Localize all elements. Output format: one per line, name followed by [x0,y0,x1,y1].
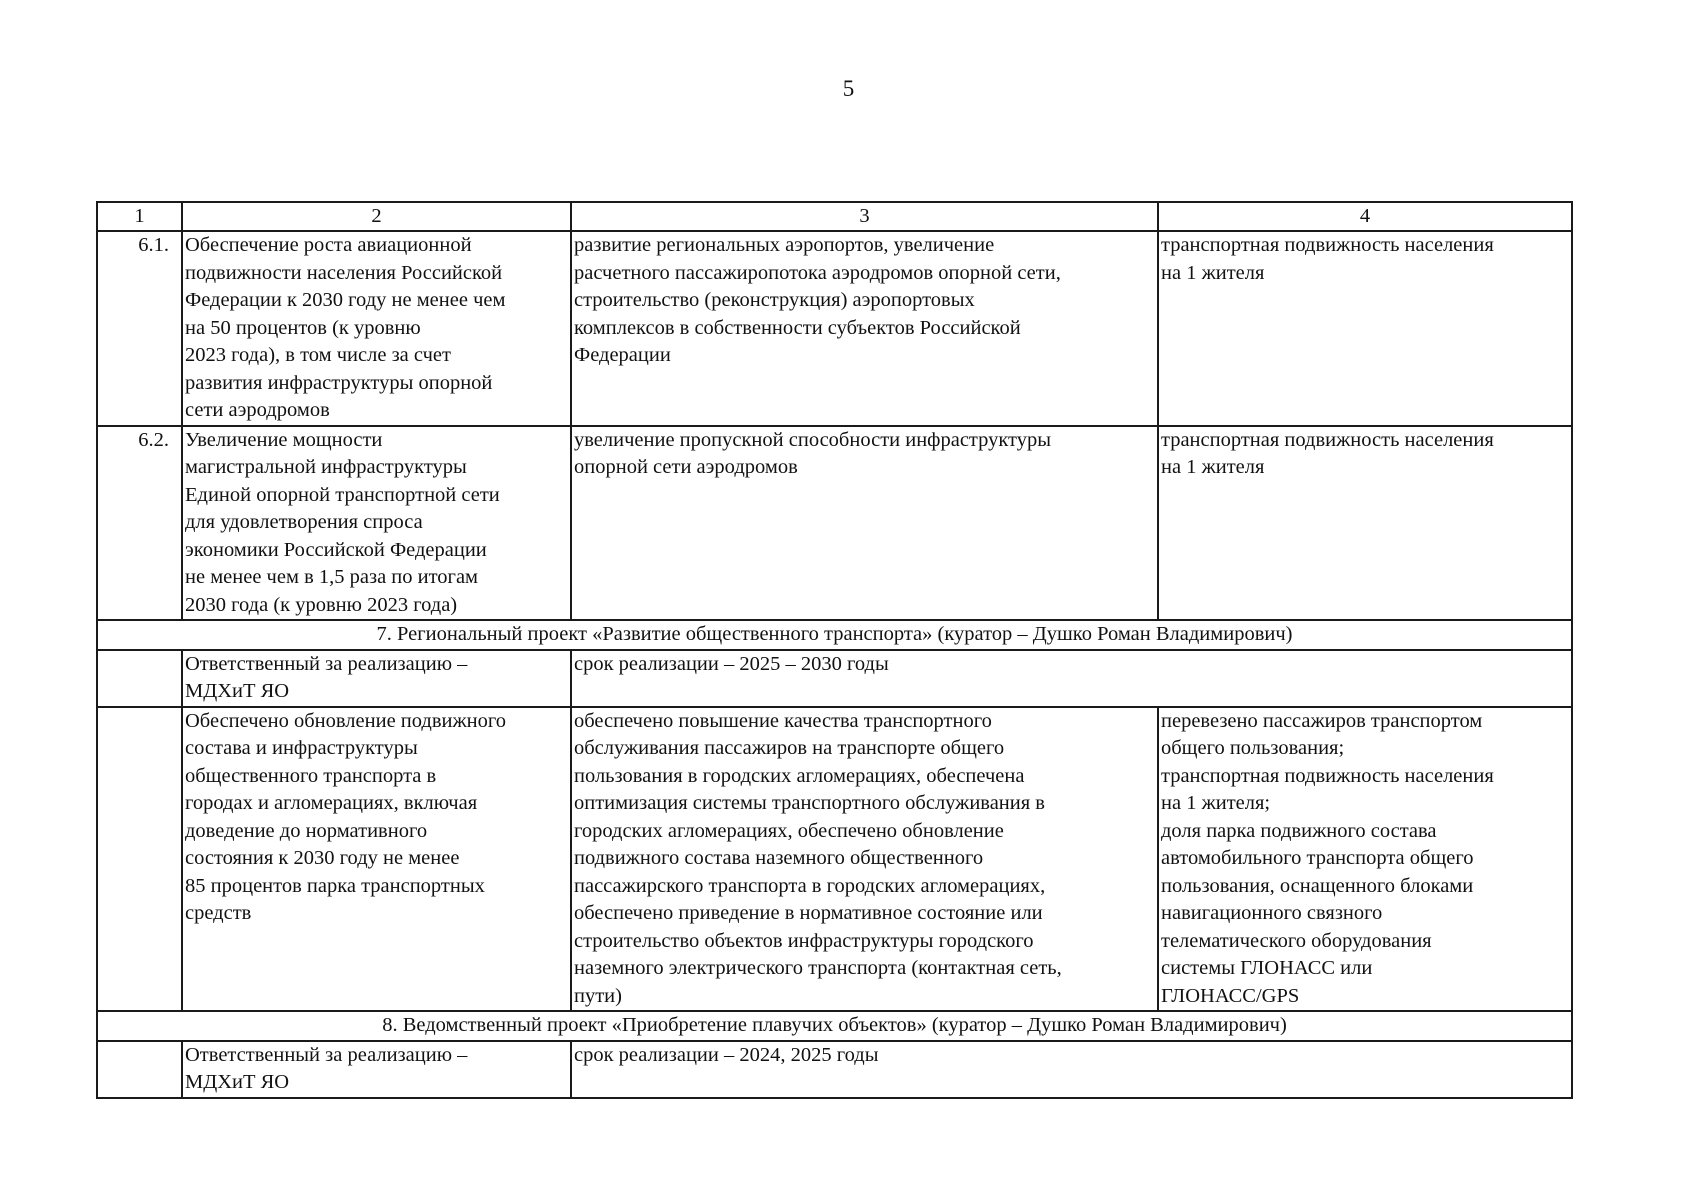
task-cell: Обеспечено обновление подвижного состава и инфраструктуры общественного транспорта в городах и агломерациях, включая доведение до нормативного состояния к 2030 году не менее 85 процентов парка транспортных средств [182,707,571,1012]
effects-cell: увеличение пропускной способности инфраструктуры опорной сети аэродромов [571,426,1158,621]
effects-cell: обеспечено повышение качества транспортного обслуживания пассажиров на транспорте общего пользования в городских агломерациях, обеспечена оптимизация системы транспортного обслуживания в городских агломерациях, обеспечено обновление подвижного состава наземного общественного пассажирского транспорта в городских агломерациях, обеспечено приведение в нормативное состояние или строительство объектов инфраструктуры городского наземного электрического транспорта (контактная сеть, пути) [571,707,1158,1012]
row-number: 6.1. [97,231,182,426]
section-title: 7. Региональный проект «Развитие общественного транспорта» (куратор – Душко Роман Владимирович) [97,620,1572,650]
empty-cell [97,1041,182,1098]
column-header-4: 4 [1158,202,1572,231]
responsible-cell: Ответственный за реализацию – МДХиТ ЯО [182,650,571,707]
program-table [96,201,1573,1099]
indicator-cell: перевезено пассажиров транспортом общего пользования; транспортная подвижность населения на 1 жителя; доля парка подвижного состава автомобильного транспорта общего пользования, оснащенного блоками навигационного связного телематического оборудования системы ГЛОНАСС или ГЛОНАСС/GPS [1158,707,1572,1012]
term-cell: срок реализации – 2024, 2025 годы [571,1041,1572,1098]
section-row [97,1011,1572,1041]
responsible-row [97,1041,1572,1098]
task-cell: Обеспечение роста авиационной подвижности населения Российской Федерации к 2030 году не менее чем на 50 процентов (к уровню 2023 года), в том числе за счет развития инфраструктуры опорной сети аэродромов [182,231,571,426]
page-number: 5 [842,76,855,101]
term-cell: срок реализации – 2025 – 2030 годы [571,650,1572,707]
row-number: 6.2. [97,426,182,621]
column-header-3: 3 [571,202,1158,231]
effects-cell: развитие региональных аэропортов, увеличение расчетного пассажиропотока аэродромов опорной сети, строительство (реконструкция) аэропортовых комплексов в собственности субъектов Российской Федерации [571,231,1158,426]
responsible-cell: Ответственный за реализацию – МДХиТ ЯО [182,1041,571,1098]
table-header-row [97,202,1572,231]
task-cell: Увеличение мощности магистральной инфраструктуры Единой опорной транспортной сети для удовлетворения спроса экономики Российской Федерации не менее чем в 1,5 раза по итогам 2030 года (к уровню 2023 года) [182,426,571,621]
empty-cell [97,650,182,707]
section-row [97,620,1572,650]
table-row [97,231,1572,426]
indicator-cell: транспортная подвижность населения на 1 жителя [1158,231,1572,426]
column-header-1: 1 [97,202,182,231]
section-title: 8. Ведомственный проект «Приобретение плавучих объектов» (куратор – Душко Роман Владимирович) [97,1011,1572,1041]
table-row [97,426,1572,621]
indicator-cell: транспортная подвижность населения на 1 жителя [1158,426,1572,621]
responsible-row [97,650,1572,707]
column-header-2: 2 [182,202,571,231]
table-row [97,707,1572,1012]
empty-cell [97,707,182,1012]
